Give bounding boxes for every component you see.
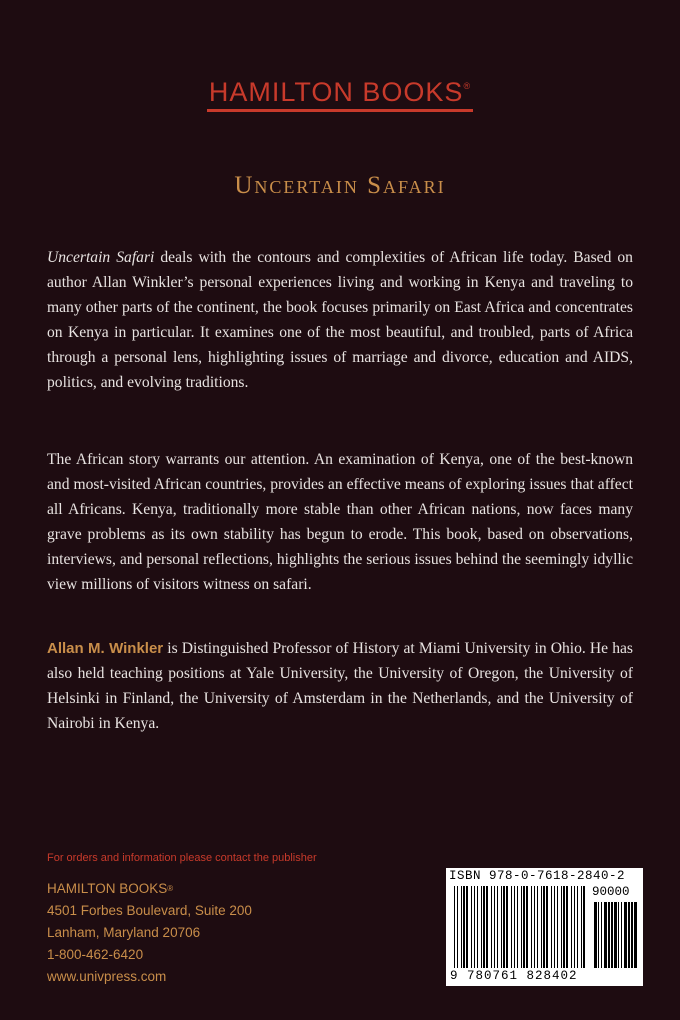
- barcode-bar: [537, 886, 538, 968]
- barcode-bar: [517, 886, 518, 968]
- book-title-inline: Uncertain Safari: [47, 249, 155, 266]
- barcode-bar: [477, 886, 478, 968]
- book-title: Uncertain Safari: [234, 172, 446, 199]
- barcode-bar: [471, 886, 472, 968]
- barcode-bar: [461, 886, 462, 968]
- isbn-text: ISBN 978-0-7618-2840-2: [449, 869, 626, 883]
- description-paragraph-2: The African story warrants our attention. An examination of Kenya, one of the best-known and most-visited African countries, provides an effective means of exploring issues that affect all Africans. Kenya, traditionally more stable than other African nations, now faces many grave problems as its own stability has begun to erode. This book, based on observations, interviews, and personal reflections, highlights the serious issues behind the seemingly idyllic view millions of visitors witness on safari.: [47, 451, 633, 593]
- barcode-addon-bar: [628, 902, 630, 968]
- author-bio: Allan M. Winkler is Distinguished Professor of History at Miami University in Ohio. He has also held teaching positions at Yale University, the University of Oregon, the University of Helsinki in Finland, the University of Amsterdam in the Netherlands, and the University of Nairobi in Kenya.: [47, 640, 633, 732]
- barcode-bar: [574, 886, 575, 968]
- barcode-bar: [486, 886, 488, 968]
- barcode-bar: [463, 886, 465, 968]
- barcode-bar: [514, 886, 515, 968]
- barcode-bar: [497, 886, 498, 968]
- barcode-addon-bar: [634, 902, 637, 968]
- barcode-bar: [571, 886, 572, 968]
- barcode-bar: [554, 886, 555, 968]
- barcode-addon-bar: [604, 902, 607, 968]
- barcode-bar: [534, 886, 535, 968]
- contact-website[interactable]: www.univpress.com: [47, 969, 167, 984]
- barcode-addon-bar: [594, 902, 597, 968]
- barcode-bar: [541, 886, 542, 968]
- barcode-addon: 90000: [592, 885, 630, 899]
- isbn-barcode: [446, 868, 643, 986]
- barcode-bar: [457, 886, 458, 968]
- barcode-bar: [546, 886, 548, 968]
- barcode-bar: [561, 886, 562, 968]
- barcode-bar: [483, 886, 485, 968]
- barcode-addon-bar: [608, 902, 610, 968]
- barcode-bar: [543, 886, 545, 968]
- barcode-bar: [551, 886, 552, 968]
- publisher-logo: [0, 76, 680, 112]
- contact-address-1: 4501 Forbes Boulevard, Suite 200: [47, 903, 252, 918]
- barcode-addon-bar: [618, 902, 619, 968]
- barcode-digits: 9 780761 828402: [450, 969, 578, 983]
- barcode-bar: [511, 886, 512, 968]
- barcode-addon-bar: [598, 902, 599, 968]
- barcode-bar: [454, 886, 455, 968]
- barcode-bar: [563, 886, 565, 968]
- barcode-bar: [491, 886, 492, 968]
- barcode-bar: [523, 886, 525, 968]
- contact-phone: 1-800-462-6420: [47, 947, 144, 962]
- publisher-name: HAMILTON BOOKS®: [207, 76, 473, 112]
- barcode-bar: [566, 886, 568, 968]
- contact-address-2: Lanham, Maryland 20706: [47, 925, 201, 940]
- barcode-bar: [474, 886, 475, 968]
- barcode-addon-bar: [631, 902, 633, 968]
- barcode-bar: [506, 886, 508, 968]
- description-paragraph-1: Uncertain Safari deals with the contours and complexities of African life today. Based on author Allan Winkler’s personal experiences living and working in Kenya and traveling to many other parts of the continent, the book focuses primarily on East Africa and concentrates on Kenya in particular. It examines one of the most beautiful, and troubled, parts of Africa through a personal lens, highlighting issues of marriage and divorce, education and AIDS, politics, and evolving traditions.: [47, 249, 633, 391]
- barcode-addon-bar: [624, 902, 627, 968]
- barcode-bar: [494, 886, 495, 968]
- contact-note: For orders and information please contact the publisher: [47, 852, 317, 864]
- barcode-bar: [581, 886, 582, 968]
- barcode-bar: [481, 886, 482, 968]
- contact-publisher: HAMILTON BOOKS®: [47, 881, 174, 896]
- barcode-bar: [526, 886, 528, 968]
- author-name: Allan M. Winkler: [47, 640, 164, 657]
- barcode-addon-bar: [611, 902, 613, 968]
- barcode-addon-bar: [601, 902, 602, 968]
- barcode-bar: [557, 886, 558, 968]
- contact-info: [47, 852, 317, 988]
- barcode-bar: [501, 886, 502, 968]
- barcode-bar: [583, 886, 585, 968]
- barcode-bar: [531, 886, 532, 968]
- barcode-bar: [503, 886, 505, 968]
- barcode-bar: [577, 886, 578, 968]
- barcode-bar: [466, 886, 468, 968]
- barcode-addon-bar: [614, 902, 617, 968]
- barcode-addon-bar: [621, 902, 622, 968]
- barcode-bar: [521, 886, 522, 968]
